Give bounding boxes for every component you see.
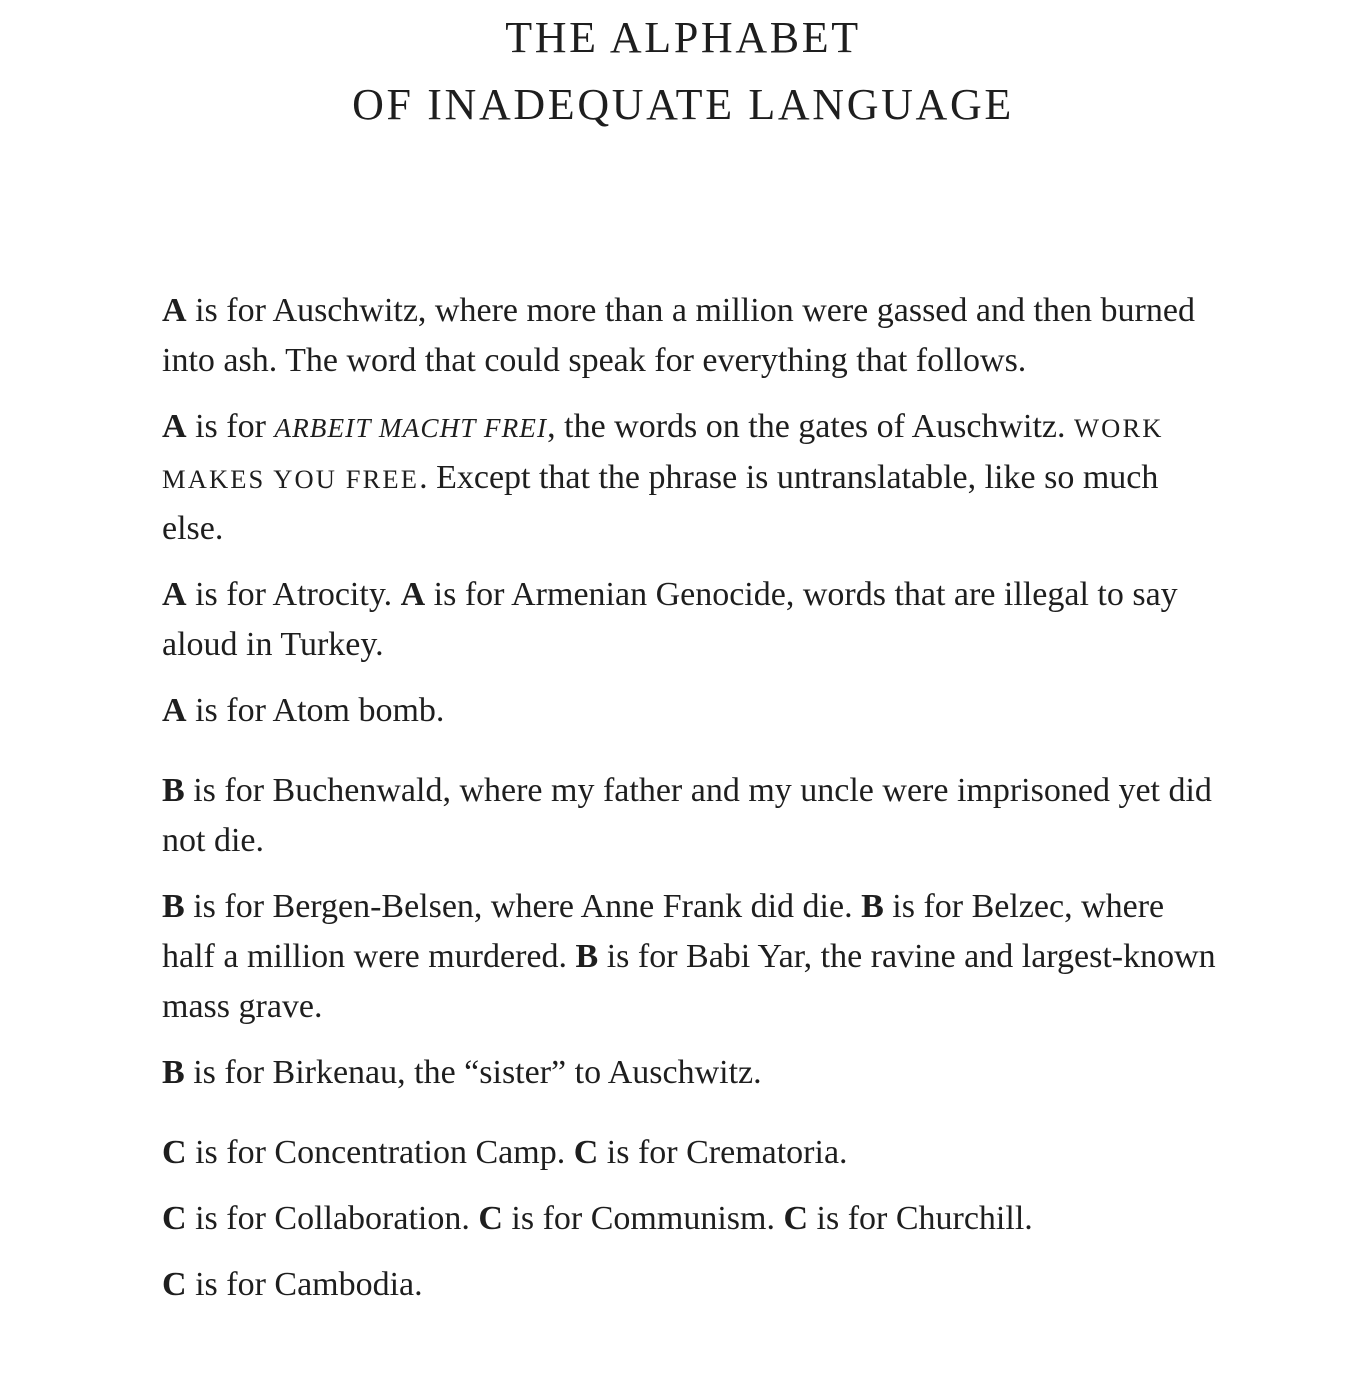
text-segment: is for Cambodia. — [186, 1266, 423, 1303]
lead-letter: B — [162, 772, 185, 809]
text-segment: . Except that the phrase is untranslatable, like so much else. — [162, 459, 1159, 547]
text-segment-italic-caps: ARBEIT MACHT FREI — [274, 413, 548, 443]
text-segment: is for Concentration Camp. — [186, 1134, 574, 1171]
text-segment: is for Armenian Genocide, words that are illegal to say aloud in Turkey. — [162, 576, 1178, 663]
lead-letter: A — [400, 576, 426, 613]
section-a — [162, 286, 1222, 736]
lead-letter: B — [162, 888, 185, 925]
paragraph-a-3 — [162, 570, 1222, 670]
lead-letter: B — [861, 888, 884, 925]
lead-letter: C — [783, 1200, 809, 1237]
text-segment: is for Auschwitz, where more than a million were gassed and then burned into ash. The word that could speak for everything that follows. — [162, 292, 1195, 379]
text-segment: is for Churchill. — [808, 1200, 1033, 1237]
paragraph-b-3 — [162, 1048, 1222, 1098]
text-segment: is for Communism. — [502, 1200, 784, 1237]
lead-letter: C — [162, 1134, 187, 1171]
lead-letter: A — [162, 408, 187, 445]
paragraph-c-2 — [162, 1194, 1222, 1244]
text-segment: is for — [186, 408, 275, 445]
lead-letter: B — [162, 1054, 185, 1091]
chapter-title-line-2: OF INADEQUATE LANGUAGE — [352, 80, 1014, 129]
chapter-title — [0, 0, 1366, 138]
lead-letter: A — [162, 576, 187, 613]
text-segment: , the words on the gates of Auschwitz. — [547, 408, 1075, 445]
paragraph-c-3 — [162, 1260, 1222, 1310]
text-segment: is for Atrocity. — [186, 576, 401, 613]
lead-letter: A — [162, 692, 187, 729]
body-text — [162, 286, 1222, 1310]
chapter-title-line-1: THE ALPHABET — [505, 13, 861, 62]
lead-letter: C — [162, 1200, 187, 1237]
paragraph-b-2 — [162, 882, 1222, 1032]
text-segment: is for Crematoria. — [598, 1134, 848, 1171]
lead-letter: B — [575, 938, 599, 975]
lead-letter: A — [162, 292, 187, 329]
text-segment: is for Collaboration. — [186, 1200, 479, 1237]
text-segment: is for Bergen-Belsen, where Anne Frank did die. — [184, 888, 862, 925]
text-segment: is for Atom bomb. — [186, 692, 445, 729]
paragraph-a-4 — [162, 686, 1222, 736]
paragraph-a-2 — [162, 402, 1222, 554]
text-segment: is for Belzec, where half a million were murdered. — [162, 888, 1165, 975]
lead-letter: C — [573, 1134, 599, 1171]
lead-letter: C — [478, 1200, 503, 1237]
paragraph-c-1 — [162, 1128, 1222, 1178]
paragraph-b-1 — [162, 766, 1222, 866]
text-segment: is for Birkenau, the “sister” to Auschwitz. — [184, 1054, 762, 1091]
paragraph-a-1 — [162, 286, 1222, 386]
text-segment: is for Buchenwald, where my father and my uncle were imprisoned yet did not die. — [162, 772, 1212, 859]
section-b — [162, 766, 1222, 1098]
text-segment: is for Babi Yar, the ravine and largest-known mass grave. — [162, 938, 1216, 1025]
lead-letter: C — [162, 1266, 187, 1303]
section-c — [162, 1128, 1222, 1310]
text-segment-small-caps: WORK MAKES YOU FREE — [162, 413, 1164, 494]
